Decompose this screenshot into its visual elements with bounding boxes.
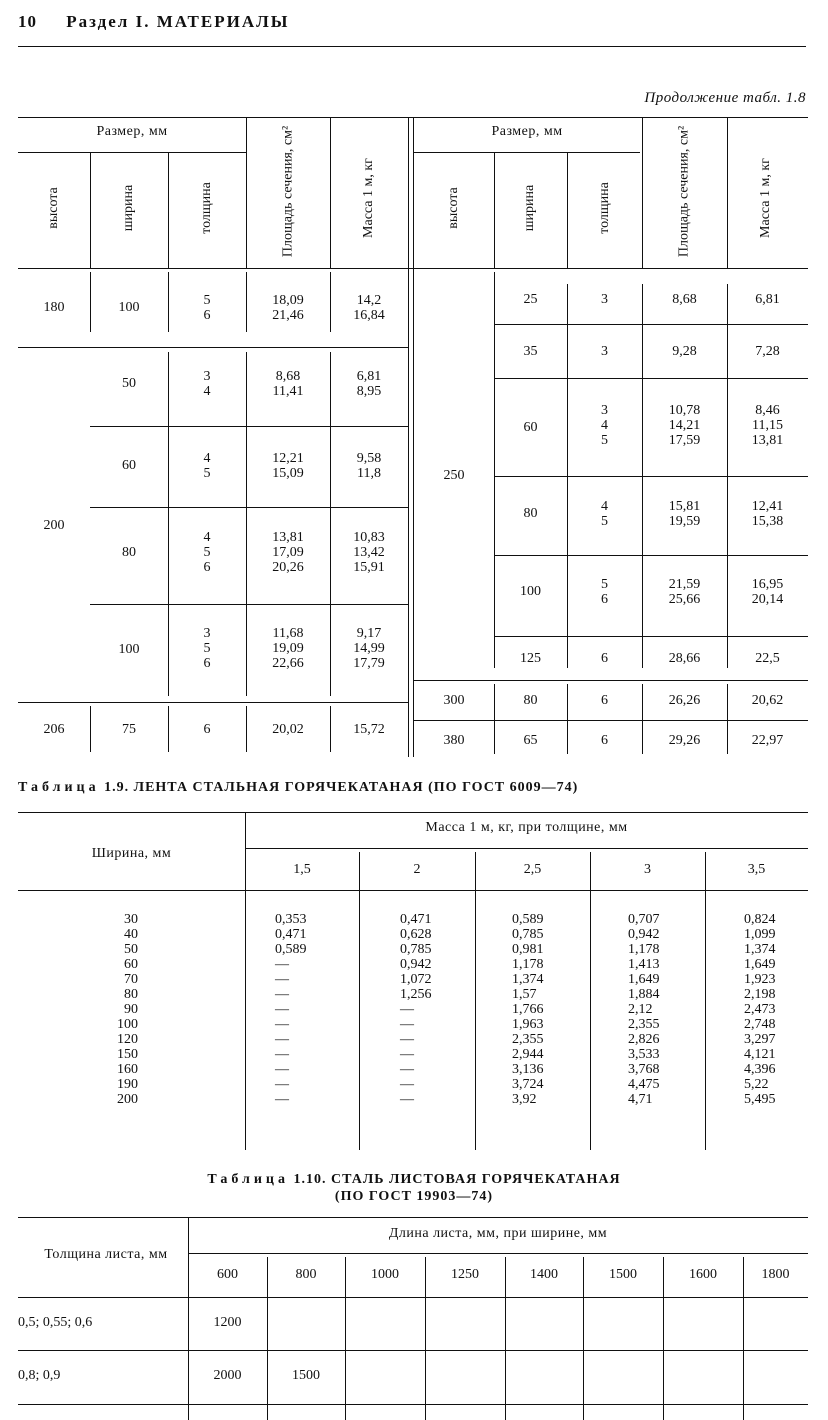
table-cell: 80 — [523, 693, 538, 708]
col-thickness-right: толщина — [597, 182, 612, 234]
thickness-header: 2,5 — [523, 862, 542, 877]
mass-column-1-5: 0,353 0,471 0,589 — — — — — — — — — — — [275, 912, 307, 1107]
table-cell: 6 — [203, 722, 211, 737]
table-cell: 18,09 21,46 — [272, 293, 304, 323]
width-header: 600 — [217, 1267, 238, 1282]
mass-column-3-5: 0,824 1,099 1,374 1,649 1,923 2,198 2,473 2,748 3,297 4,121 4,396 5,22 5,495 — [744, 912, 776, 1107]
height-180: 180 — [43, 300, 65, 315]
thickness-cell: 0,5; 0,55; 0,6 — [18, 1315, 93, 1330]
col-area-left: Площадь сечения, см² — [280, 125, 296, 258]
table-cell: 100 — [520, 584, 541, 599]
table-1-10-title-line2: (ПО ГОСТ 19903—74) — [334, 1189, 494, 1204]
height-380: 380 — [443, 733, 465, 748]
table-cell: 12,21 15,09 — [272, 451, 304, 481]
table-title-text: 1.10. СТАЛЬ ЛИСТОВАЯ ГОРЯЧЕКАТАНАЯ — [293, 1172, 621, 1187]
table-cell: 80 — [523, 506, 538, 521]
mass-header: Масса 1 м, кг, при толщине, мм — [425, 820, 628, 835]
table-cell: 1500 — [292, 1368, 320, 1383]
table-cell: 60 — [122, 458, 136, 473]
table-cell: 35 — [523, 344, 538, 359]
table-cell: 60 — [523, 420, 538, 435]
table-cell: 65 — [523, 733, 538, 748]
table-cell: 100 — [118, 642, 140, 657]
col-height-left: высота — [46, 187, 61, 229]
width-header: 1000 — [371, 1267, 399, 1282]
table-cell: 6 — [601, 693, 608, 708]
table-cell: 75 — [122, 722, 136, 737]
table-cell: 6 — [601, 733, 608, 748]
table-cell: 4 5 6 — [203, 530, 211, 575]
table-cell: 25 — [523, 292, 538, 307]
table-title-text: 1.9. ЛЕНТА СТАЛЬНАЯ ГОРЯЧЕКАТАНАЯ (ПО ГОСТ 6009—74) — [104, 780, 579, 795]
table-cell: 3 — [601, 344, 608, 359]
section-title: Раздел I. МАТЕРИАЛЫ — [66, 12, 290, 31]
table-cell: 16,95 20,14 — [751, 577, 784, 607]
page-number: 10 — [18, 12, 37, 31]
width-column: 30 40 50 60 70 80 90 100 120 150 160 190 200 — [117, 912, 138, 1107]
table-cell: 10,83 13,42 15,91 — [353, 530, 385, 575]
thickness-header: 3,5 — [747, 862, 766, 877]
table-label: Таблица — [207, 1172, 289, 1187]
width-header: 1400 — [530, 1267, 558, 1282]
table-cell: 8,46 11,15 13,81 — [751, 403, 784, 448]
table-cell: 3 5 6 — [203, 626, 211, 671]
col-mass-left: Масса 1 м, кг — [361, 158, 376, 238]
table-cell: 5 6 — [203, 293, 211, 323]
mass-column-3: 0,707 0,942 1,178 1,413 1,649 1,884 2,12 2,355 2,826 3,533 3,768 4,475 4,71 — [628, 912, 660, 1107]
table-cell: 125 — [520, 651, 541, 666]
table-cell: 15,81 19,59 — [668, 499, 701, 529]
col-width-right: ширина — [522, 184, 537, 232]
height-206: 206 — [43, 722, 65, 737]
table-cell: 28,66 — [668, 651, 701, 666]
table-continuation-note: Продолжение табл. 1.8 — [644, 90, 806, 106]
table-cell: 12,41 15,38 — [751, 499, 784, 529]
table-cell: 9,28 — [672, 344, 697, 359]
col-thickness-header: Толщина листа, мм — [44, 1247, 168, 1262]
table-cell: 50 — [122, 376, 136, 391]
col-width-header: Ширина, мм — [91, 846, 172, 861]
table-cell: 3 4 5 — [601, 403, 608, 448]
height-300: 300 — [443, 693, 465, 708]
width-header: 800 — [295, 1267, 317, 1282]
table-cell: 100 — [118, 300, 140, 315]
table-cell: 26,26 — [668, 693, 701, 708]
mass-column-2-5: 0,589 0,785 0,981 1,178 1,374 1,57 1,766 1,963 2,355 2,944 3,136 3,724 3,92 — [512, 912, 544, 1107]
table-cell: 6,81 — [755, 292, 780, 307]
table-cell: 4 5 — [601, 499, 608, 529]
table-cell: 13,81 17,09 20,26 — [272, 530, 304, 575]
table-cell: 7,28 — [755, 344, 780, 359]
thickness-header: 2 — [413, 862, 421, 877]
table-cell: 6 — [601, 651, 608, 666]
table-label: Таблица — [18, 780, 100, 795]
table-cell: 8,68 11,41 — [272, 369, 304, 399]
table-cell: 22,5 — [755, 651, 780, 666]
width-header: 1800 — [761, 1267, 790, 1282]
table-cell: 80 — [122, 545, 136, 560]
col-height-right: высота — [446, 187, 461, 229]
table-cell: 15,72 — [353, 722, 385, 737]
table-cell: 14,2 16,84 — [353, 293, 385, 323]
col-area-right: Площадь сечения, см² — [676, 125, 692, 258]
col-thickness-left: толщина — [199, 182, 214, 234]
thickness-cell: 0,8; 0,9 — [18, 1368, 61, 1383]
col-mass-right: Масса 1 м, кг — [758, 158, 773, 238]
height-200: 200 — [43, 518, 65, 533]
length-header: Длина листа, мм, при ширине, мм — [388, 1226, 608, 1241]
table-cell: 8,68 — [672, 292, 697, 307]
table-cell: 20,02 — [272, 722, 304, 737]
width-header: 1250 — [451, 1267, 479, 1282]
col-width-left: ширина — [121, 184, 136, 232]
thickness-header: 1,5 — [293, 862, 311, 877]
table-cell: 1200 — [213, 1315, 242, 1330]
table-cell: 22,97 — [751, 733, 784, 748]
table-cell: 3 — [601, 292, 608, 307]
table-cell: 9,17 14,99 17,79 — [353, 626, 385, 671]
table-cell: 6,81 8,95 — [356, 369, 382, 399]
table-cell: 21,59 25,66 — [668, 577, 701, 607]
table-cell: 4 5 — [203, 451, 211, 481]
table-cell: 2000 — [213, 1368, 242, 1383]
table-cell: 29,26 — [668, 733, 701, 748]
table-cell: 3 4 — [203, 369, 211, 399]
table-cell: 5 6 — [601, 577, 608, 607]
size-header-left: Размер, мм — [96, 124, 168, 139]
width-header: 1600 — [689, 1267, 717, 1282]
width-header: 1500 — [609, 1267, 637, 1282]
mass-column-2: 0,471 0,628 0,785 0,942 1,072 1,256 — — — — — — — — [400, 912, 432, 1107]
thickness-header: 3 — [644, 862, 651, 877]
table-cell: 20,62 — [751, 693, 784, 708]
table-cell: 11,68 19,09 22,66 — [272, 626, 304, 671]
table-cell: 10,78 14,21 17,59 — [668, 403, 701, 448]
height-250: 250 — [443, 468, 465, 483]
size-header-right: Размер, мм — [491, 124, 563, 139]
table-cell: 9,58 11,8 — [356, 451, 382, 481]
